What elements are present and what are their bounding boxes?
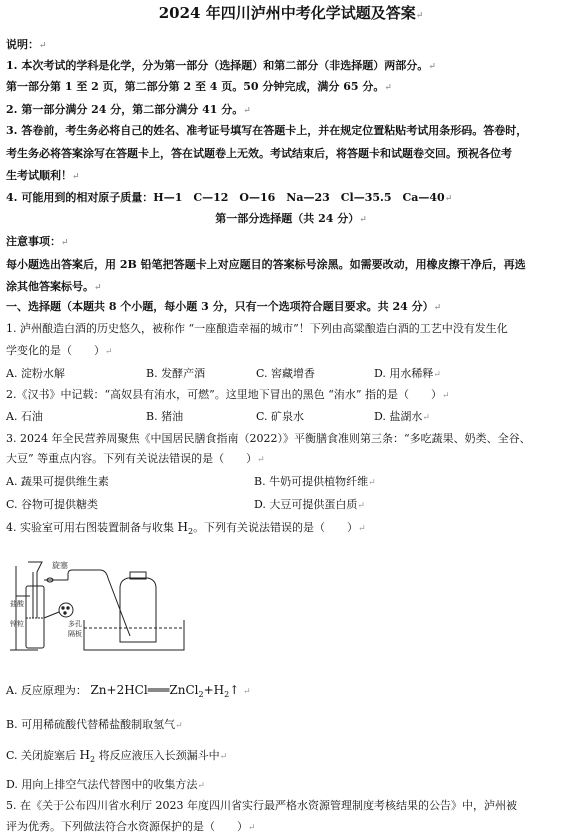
q4-stem: 4. 实验室可用右图装置制备与收集 $H_2$。下列有关说法错误的是（ ）↵ xyxy=(6,520,366,536)
attention-line: 每小题选出答案后，用 2B 铅笔把答题卡上对应题目的答案标号涂黑。如需要改动，用橡皮擦干净后，再选 xyxy=(6,258,526,271)
label-zinc: 锌粒 xyxy=(10,620,24,628)
plate-hole xyxy=(62,607,64,609)
q3-option-a: A. 蔬果可提供维生素 xyxy=(6,475,109,488)
note-line: 生考试顺利！↵ xyxy=(6,169,80,182)
reaction-tube xyxy=(26,586,44,648)
q2-option-c: C. 矿泉水 xyxy=(256,410,305,423)
label-cock: 旋塞 xyxy=(52,561,68,570)
q1-option-d: D. 用水稀释↵ xyxy=(374,367,441,380)
document-title: 2024 年四川泸州中考化学试题及答案↵ xyxy=(158,4,424,22)
attention-label: 注意事项：↵ xyxy=(6,235,69,248)
section1-heading: 一、选择题（本题共 8 个小题，每小题 3 分，只有一个选项符合题目要求。共 24 分）↵ xyxy=(6,300,442,313)
q4-apparatus-figure xyxy=(8,558,198,658)
q3-stem: 3. 2024 年全民营养周聚焦《中国居民膳食指南（2022）》平衡膳食准则第三条：“多吃蔬果、奶类、全谷、 xyxy=(6,432,531,445)
plate-hole xyxy=(67,607,69,609)
note-line: 考生务必将答案涂写在答题卡上，答在试题卷上无效。考试结束后，将答题卡和试题卷交回。预祝各位考 xyxy=(6,147,512,160)
q5-stem-cont: 评为优秀。下列做法符合水资源保护的是（ ）↵ xyxy=(6,820,256,833)
q4-option-d: D. 用向上排空气法代替图中的收集方法↵ xyxy=(6,778,205,791)
q3-option-c: C. 谷物可提供糖类 xyxy=(6,498,99,511)
funnel xyxy=(28,562,42,618)
label-plate-2: 隔板 xyxy=(68,630,82,638)
q1-stem-cont: 学变化的是（ ）↵ xyxy=(6,344,113,357)
collection-bottle xyxy=(120,578,156,642)
note-line: 2. 第一部分满分 24 分，第二部分满分 41 分。↵ xyxy=(6,103,251,116)
q2-option-a: A. 石油 xyxy=(6,410,43,423)
part1-heading: 第一部分选择题（共 24 分）↵ xyxy=(215,212,367,225)
notes-label: 说明：↵ xyxy=(6,38,47,51)
q2-stem: 2.《汉书》中记载：“高奴县有洧水，可燃”。这里地下冒出的黑色 “洧水” 指的是（ ）↵ xyxy=(6,388,450,401)
note-line: 3. 答卷前，考生务必将自己的姓名、准考证号填写在答题卡上，并在规定位置粘贴考试用条形码。答卷时， xyxy=(6,124,528,137)
q3-option-d: D. 大豆可提供蛋白质↵ xyxy=(254,498,365,511)
q4-option-b: B. 可用稀硫酸代替稀盐酸制取氢气↵ xyxy=(6,718,183,731)
water-trough xyxy=(84,620,184,650)
plate-hole xyxy=(64,612,66,614)
q4-equation: $Zn+2HCl═══ZnCl_2+H_2↑$ xyxy=(90,683,240,699)
q1-option-c: C. 窖藏增香 xyxy=(256,367,316,380)
note-line: 第一部分第 1 至 2 页，第二部分第 2 至 4 页。50 分钟完成，满分 65 分。↵ xyxy=(6,80,392,93)
q2-option-b: B. 猪油 xyxy=(146,410,184,423)
q5-stem: 5. 在《关于公布四川省水利厅 2023 年度四川省实行最严格水资源管理制度考核结果的公告》中，泸州被 xyxy=(6,799,517,812)
note-line-atomic-masses: 4. 可能用到的相对原子质量：H—1 C—12 O—16 Na—23 Cl—35.5 Ca—40↵ xyxy=(6,191,453,204)
q2-option-d: D. 盐湖水↵ xyxy=(374,410,430,423)
label-acid: 盐酸 xyxy=(10,600,24,608)
q1-stem: 1. 泸州酿造白酒的历史悠久，被称作 “一座酿造幸福的城市”！下列由高粱酿造白酒的工艺中没有发生化 xyxy=(6,322,508,335)
attention-line: 涂其他答案标号。↵ xyxy=(6,280,102,293)
q4-option-c: C. 关闭旋塞后 $H_2$ 将反应液压入长颈漏斗中↵ xyxy=(6,748,228,764)
note-line: 1. 本次考试的学科是化学，分为第一部分（选择题）和第二部分（非选择题）两部分。↵ xyxy=(6,59,436,72)
q1-option-a: A. 淀粉水解 xyxy=(6,367,65,380)
q3-option-b: B. 牛奶可提供植物纤维↵ xyxy=(254,475,376,488)
q1-option-b: B. 发酵产酒 xyxy=(146,367,206,380)
plate-callout xyxy=(59,603,73,617)
label-plate-1: 多孔 xyxy=(68,620,82,628)
q3-stem-cont: 大豆” 等重点内容。下列有关说法错误的是（ ）↵ xyxy=(6,452,265,465)
callout-leader xyxy=(44,612,59,618)
q4-option-a: A. 反应原理为： $Zn+2HCl═══ZnCl_2+H_2↑$ ↵ xyxy=(6,683,251,699)
